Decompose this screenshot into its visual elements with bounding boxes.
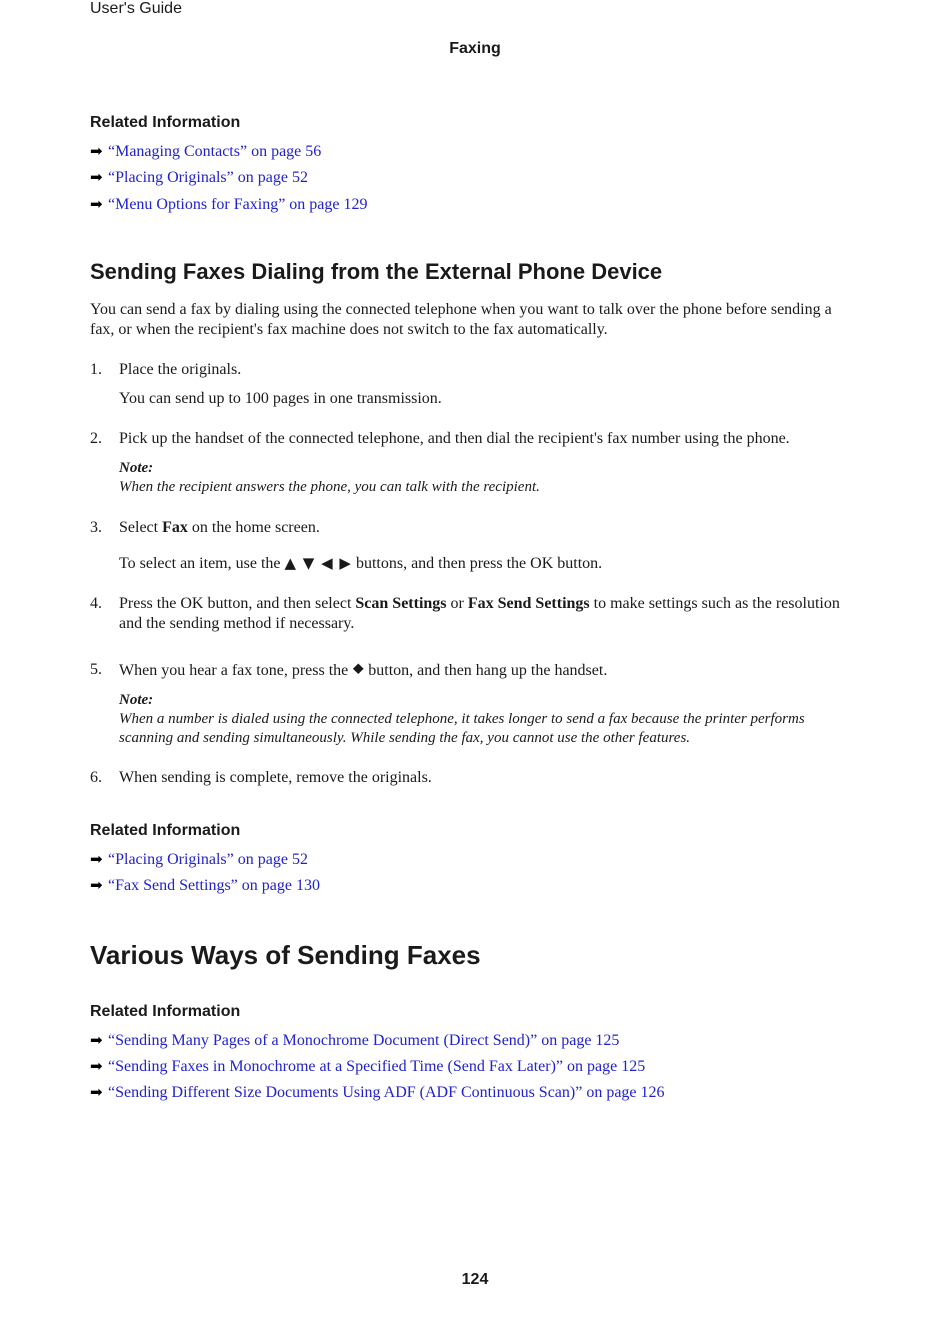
- related-link[interactable]: “Sending Faxes in Monochrome at a Specified Time (Send Fax Later)” on page 125: [108, 1058, 646, 1075]
- arrow-right-icon: ➡: [90, 195, 103, 213]
- step-number: 3.: [90, 519, 102, 536]
- related-link-row: [90, 168, 308, 187]
- document-title: User's Guide: [90, 0, 182, 17]
- step-text: When sending is complete, remove the originals.: [119, 769, 432, 786]
- step-text: Place the originals.: [119, 361, 242, 378]
- intro-paragraph: You can send a fax by dialing using the connected telephone when you want to talk over the phone before sending a fax, or when the recipient's fax machine does not switch to the fax automatically.: [90, 301, 832, 338]
- step-subtext: To select an item, use the ▲ ▼ ◀ ▶ buttons, and then press the OK button.: [119, 554, 603, 572]
- arrow-buttons-icon: ▲ ▼ ◀ ▶: [284, 554, 352, 572]
- step-number: 1.: [90, 361, 102, 378]
- note-label: Note:: [119, 692, 154, 708]
- start-button-icon: ⯁: [352, 661, 365, 679]
- step-number: 4.: [90, 595, 102, 612]
- chapter-heading: Various Ways of Sending Faxes: [90, 940, 481, 970]
- related-link[interactable]: “Menu Options for Faxing” on page 129: [108, 196, 368, 213]
- step-subtext: You can send up to 100 pages in one transmission.: [119, 390, 442, 407]
- related-link-row: [90, 876, 320, 895]
- related-info-heading: Related Information: [90, 822, 241, 839]
- related-link[interactable]: “Placing Originals” on page 52: [108, 851, 308, 868]
- arrow-right-icon: ➡: [90, 1083, 103, 1101]
- arrow-right-icon: ➡: [90, 142, 103, 160]
- related-link[interactable]: “Placing Originals” on page 52: [108, 169, 308, 186]
- step-text: Press the OK button, and then select Scan Settings or Fax Send Settings to make settings such as the resolution and the sending method if necessary.: [119, 595, 840, 632]
- note-text: When a number is dialed using the connected telephone, it takes longer to send a fax because the printer performs scanning and sending simultaneously. While sending the fax, you cannot use the other features.: [119, 711, 805, 746]
- section-running-head: Faxing: [449, 40, 501, 57]
- related-link-row: [90, 850, 308, 869]
- related-info-heading: Related Information: [90, 1003, 241, 1020]
- related-link-row: [90, 1083, 665, 1102]
- step-number: 6.: [90, 769, 102, 786]
- related-info-heading: Related Information: [90, 114, 241, 131]
- arrow-right-icon: ➡: [90, 850, 103, 868]
- arrow-right-icon: ➡: [90, 1057, 103, 1075]
- step-number: 2.: [90, 430, 102, 447]
- section-heading: Sending Faxes Dialing from the External Phone Device: [90, 259, 663, 284]
- note-label: Note:: [119, 460, 154, 476]
- note-text: When the recipient answers the phone, you can talk with the recipient.: [119, 479, 540, 495]
- related-link-row: [90, 1057, 645, 1076]
- page-number: 124: [461, 1271, 489, 1288]
- arrow-right-icon: ➡: [90, 168, 103, 186]
- related-link-row: [90, 195, 368, 214]
- step-text: When you hear a fax tone, press the ⯁ button, and then hang up the handset.: [119, 661, 608, 679]
- related-link-row: [90, 1031, 619, 1050]
- arrow-right-icon: ➡: [90, 876, 103, 894]
- related-link[interactable]: “Fax Send Settings” on page 130: [108, 877, 320, 894]
- related-link-row: [90, 142, 321, 161]
- related-link[interactable]: “Managing Contacts” on page 56: [108, 143, 322, 160]
- related-link[interactable]: “Sending Different Size Documents Using ADF (ADF Continuous Scan)” on page 126: [108, 1084, 665, 1101]
- step-text: Pick up the handset of the connected telephone, and then dial the recipient's fax number using the phone.: [119, 430, 790, 447]
- related-link[interactable]: “Sending Many Pages of a Monochrome Document (Direct Send)” on page 125: [108, 1032, 620, 1049]
- step-text: Select Fax on the home screen.: [119, 519, 320, 536]
- step-number: 5.: [90, 661, 102, 678]
- arrow-right-icon: ➡: [90, 1031, 103, 1049]
